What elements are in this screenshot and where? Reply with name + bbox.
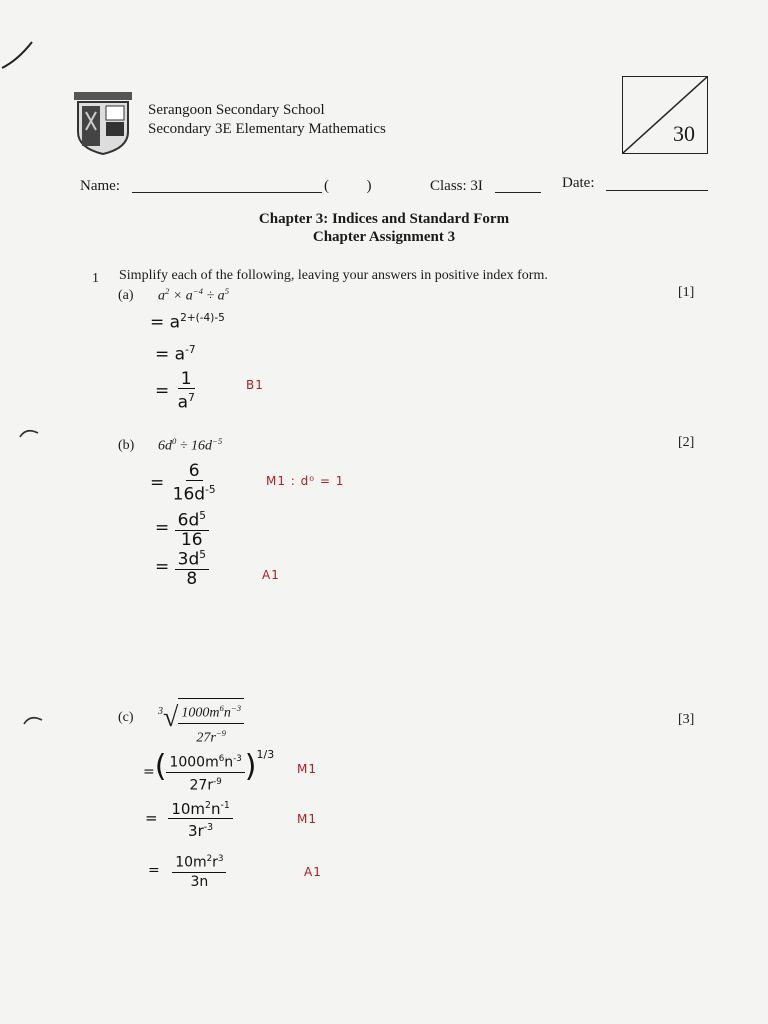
score-box [622, 76, 708, 154]
part-c-marks: [3] [678, 712, 695, 727]
class-field[interactable] [495, 192, 541, 193]
margin-tick-1 [18, 425, 40, 441]
part-b-step-1: = $\frac{6}{16d^{-5}}$ [150, 461, 216, 505]
part-b-mark-note-1: M1 : d⁰ = 1 [266, 474, 345, 488]
part-c-step-1: =( $\frac{1000m^6n^{-3}}{27r^{-9}}$ )$^{1/3}$ [143, 748, 275, 794]
part-a-mark-note: B1 [246, 378, 264, 392]
part-c-mark-note-2: M1 [297, 812, 317, 826]
part-b-mark-note-2: A1 [262, 568, 280, 582]
part-b-expression: $6d^0 \div 16d^{-5}$ [158, 436, 223, 454]
part-c-mark-note-3: A1 [304, 865, 322, 879]
question-number: 1 [92, 271, 99, 286]
part-a-step-2: = $a^{-7}$ [155, 344, 196, 365]
part-b-label: (b) [118, 438, 135, 453]
part-a-step-1: = $a^{2+(-4)-5}$ [150, 312, 225, 333]
name-field[interactable] [132, 192, 322, 193]
part-a-marks: [1] [678, 285, 695, 300]
name-label: Name: [80, 178, 120, 194]
part-b-marks: [2] [678, 435, 695, 450]
course-name: Secondary 3E Elementary Mathematics [148, 121, 386, 137]
pen-mark [0, 40, 40, 80]
part-a-label: (a) [118, 288, 134, 303]
school-crest-icon [72, 90, 134, 156]
register-number-field[interactable]: ( ) [324, 178, 372, 194]
part-c-step-3: = $\frac{10m^2r^3}{3n}$ [148, 850, 226, 891]
part-c-step-2: = $\frac{10m^2n^{-1}}{3r^{-3}}$ [145, 797, 233, 840]
part-c-mark-note-1: M1 [297, 762, 317, 776]
score-value: 30 [673, 121, 695, 146]
margin-tick-2 [22, 712, 44, 728]
class-label: Class: 3I [430, 178, 483, 194]
part-b-step-3: = $\frac{3d^5}{8}$ [155, 546, 209, 588]
part-c-expression: $^3$√ $\frac{1000m^6n^{-3}}{27r^{-9}}$ [158, 698, 244, 747]
part-a-step-3: = $\frac{1}{a^7}$ [155, 369, 195, 413]
part-a-expression: $a^2 \times a^{-4} \div a^5$ [158, 286, 230, 304]
school-name: Serangoon Secondary School [148, 102, 325, 118]
part-b-step-2: = $\frac{6d^5}{16}$ [155, 507, 209, 549]
question-instruction: Simplify each of the following, leaving your answers in positive index form. [119, 268, 548, 283]
part-c-label: (c) [118, 710, 134, 725]
date-label: Date: [562, 175, 595, 191]
chapter-title: Chapter 3: Indices and Standard Form [258, 211, 510, 227]
assignment-title: Chapter Assignment 3 [312, 229, 456, 245]
date-field[interactable] [606, 190, 708, 191]
